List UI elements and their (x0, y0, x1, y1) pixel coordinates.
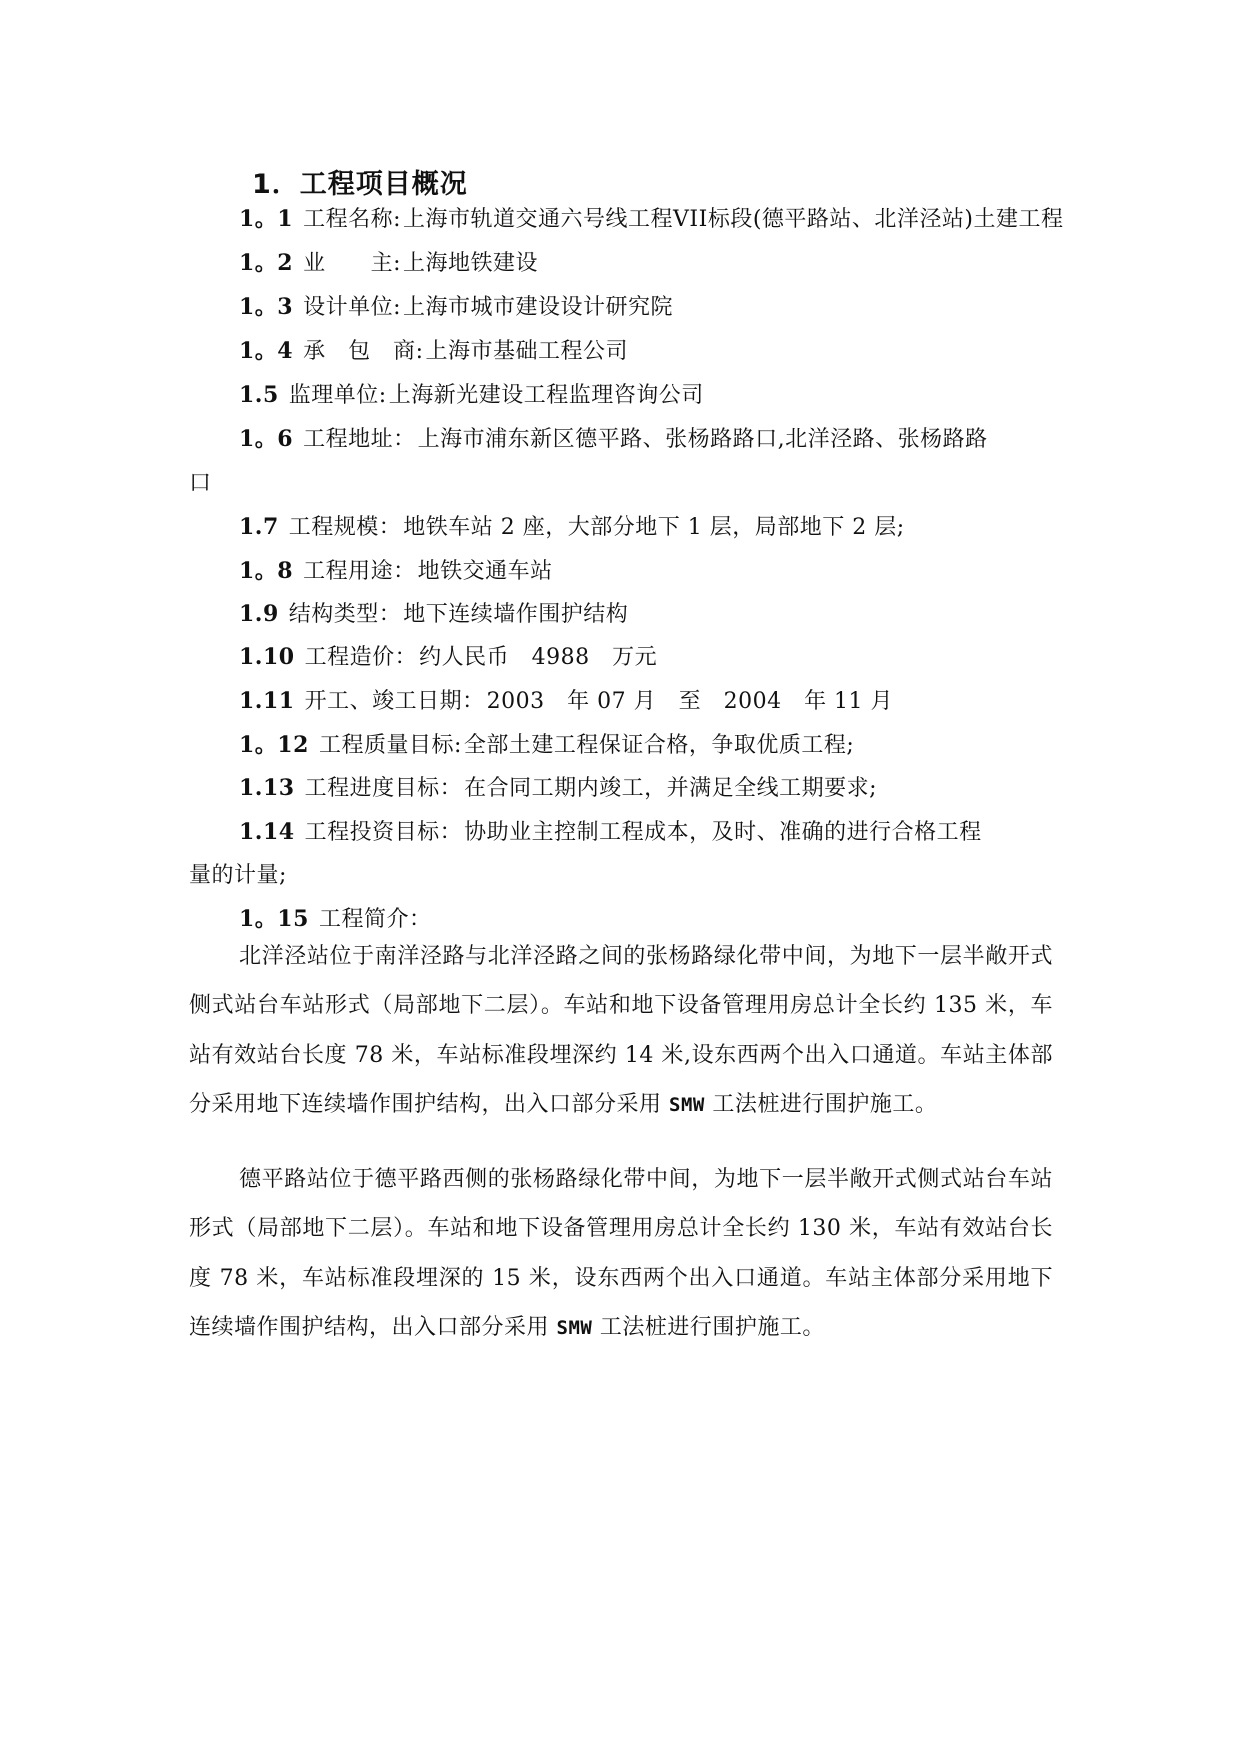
item-dates (239, 684, 893, 715)
item-label: 工程进度目标： (304, 776, 463, 801)
item-number: 1。3 (239, 294, 294, 320)
item-value: 地铁交通车站 (417, 559, 553, 584)
paragraph-text: 工法桩进行围护施工。 (599, 1315, 825, 1341)
item-quality-goal (239, 728, 854, 759)
item-value: 上海市轨道交通六号线工程VII标段(德平路站、北洋泾站)土建工程 (403, 207, 1064, 232)
item-introduction (239, 902, 433, 933)
item-label: 工程规模： (288, 515, 402, 540)
item-value: 上海新光建设工程监理咨询公司 (388, 383, 704, 408)
item-value: 在合同工期内竣工，并满足全线工期要求; (464, 776, 878, 801)
paragraph-text: 北洋泾站位于南洋泾路与北洋泾路之间的张杨路绿化带中间，为地下一层半敞开式侧式站台车站形式（局部地下二层）。车站和地下设备管理用房总计全长约 135 米，车站有效站台长度 78 米，车站标准段埋深约 14 米,设东西两个出入口通道。车站主体部分采用地下连续墙作围护结构，出入口部分采用 (189, 944, 1053, 1118)
item-contractor (239, 334, 628, 365)
item-number: 1.13 (239, 775, 295, 801)
item-label: 工程造价： (304, 645, 418, 670)
item-label: 工程地址： (303, 427, 416, 452)
item-number: 1。4 (239, 338, 294, 364)
item-purpose (239, 554, 553, 585)
item-value: 上海市城市建设设计研究院 (403, 295, 674, 320)
item-project-name (239, 202, 1063, 233)
item-design-unit (239, 290, 673, 321)
item-structure-type (239, 597, 628, 628)
item-value: 约人民币 4988 万元 (419, 645, 658, 670)
item-label: 工程质量目标: (318, 733, 462, 758)
item-scale (239, 510, 905, 541)
item-value: 地下连续墙作围护结构 (403, 602, 629, 627)
item-value: 上海市浦东新区德平路、张杨路路口,北洋泾路、张杨路路 (417, 427, 988, 452)
item-number: 1。12 (239, 732, 309, 758)
item-number: 1。6 (239, 426, 294, 452)
item-number: 1.10 (239, 644, 295, 670)
item-number: 1.7 (239, 514, 279, 540)
item-label: 业 主: (303, 251, 402, 276)
item-label: 监理单位: (288, 383, 387, 408)
item-investment-goal (239, 815, 982, 846)
item-investment-goal-continuation: 量的计量; (189, 863, 287, 888)
item-label: 工程用途： (303, 559, 416, 584)
item-label: 承 包 商: (303, 339, 424, 364)
item-value: 全部土建工程保证合格，争取优质工程; (463, 733, 855, 758)
section-heading: 1．工程项目概况 (252, 169, 468, 200)
item-number: 1.5 (239, 382, 279, 408)
item-label: 设计单位: (303, 295, 402, 320)
paragraph-text: 工法桩进行围护施工。 (712, 1092, 938, 1118)
item-number: 1。15 (239, 906, 309, 932)
item-owner (239, 246, 538, 277)
item-supervisor (239, 378, 704, 409)
paragraph-depinglu-station (189, 1155, 1053, 1354)
item-value: 上海地铁建设 (403, 251, 539, 276)
smw-term: SMW (669, 1094, 705, 1117)
item-number: 1。1 (239, 206, 294, 232)
item-value: 上海市基础工程公司 (425, 339, 629, 364)
item-number: 1.11 (239, 688, 295, 714)
item-label: 工程简介： (318, 907, 432, 932)
item-number: 1。2 (239, 250, 294, 276)
item-number: 1.9 (239, 601, 279, 627)
item-value: 协助业主控制工程成本，及时、准确的进行合格工程 (464, 820, 982, 845)
item-cost (239, 640, 657, 671)
item-label: 工程投资目标： (304, 820, 463, 845)
item-schedule-goal (239, 771, 877, 802)
item-label: 工程名称: (303, 207, 402, 232)
item-number: 1.14 (239, 819, 295, 845)
item-label: 结构类型： (288, 602, 402, 627)
item-value: 2003 年 07 月 至 2004 年 11 月 (486, 689, 894, 714)
smw-term: SMW (556, 1317, 593, 1340)
paragraph-text: 德平路站位于德平路西侧的张杨路绿化带中间，为地下一层半敞开式侧式站台车站形式（局部地下二层）。车站和地下设备管理用房总计全长约 130 米，车站有效站台长度 78 米，车站标准段埋深的 15 米，设东西两个出入口通道。车站主体部分采用地下连续墙作围护结构，出入口部分采用 (189, 1167, 1053, 1341)
paragraph-beiyangjing-station (189, 932, 1053, 1131)
item-number: 1。8 (239, 558, 294, 584)
item-address-continuation: 口 (189, 471, 212, 496)
item-label: 开工、竣工日期： (304, 689, 485, 714)
item-address (239, 422, 988, 453)
item-value: 地铁车站 2 座，大部分地下 1 层，局部地下 2 层; (403, 515, 905, 540)
